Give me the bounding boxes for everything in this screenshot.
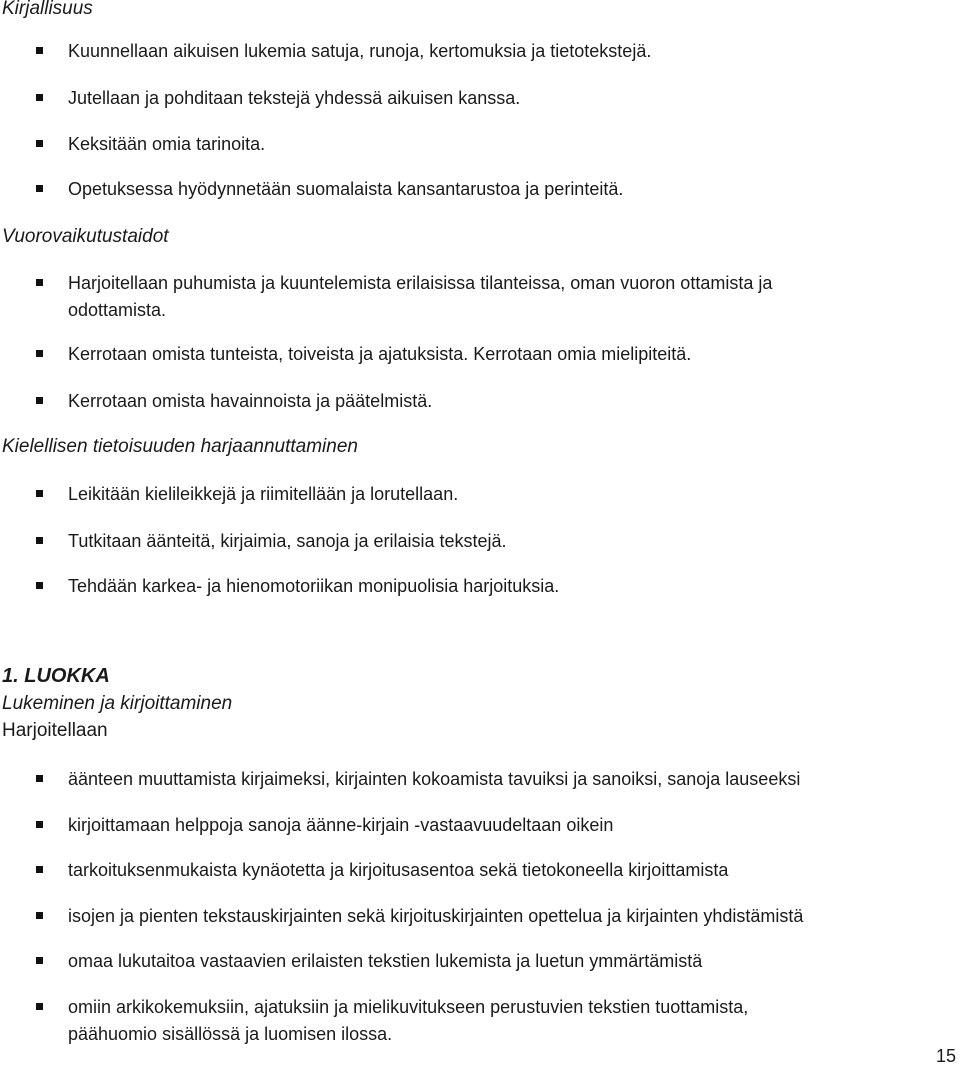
list-item: Kerrotaan omista havainnoista ja päätelmistä. xyxy=(68,391,433,411)
heading-kirjallisuus: Kirjallisuus xyxy=(2,0,93,19)
subheading-lukeminen: Lukeminen ja kirjoittaminen xyxy=(2,693,233,714)
list-item: Opetuksessa hyödynnetään suomalaista kansantarustoa ja perinteitä. xyxy=(68,179,624,199)
list-item: omiin arkikokemuksiin, ajatuksiin ja mielikuvitukseen perustuvien tekstien tuottamista, xyxy=(68,997,749,1017)
list-item: kirjoittamaan helppoja sanoja äänne-kirjain -vastaavuudeltaan oikein xyxy=(68,815,614,835)
bullet-icon xyxy=(36,350,43,357)
list-item: äänteen muuttamista kirjaimeksi, kirjainten kokoamista tavuiksi ja sanoiksi, sanoja lauseeksi xyxy=(68,769,801,789)
list-item: Jutellaan ja pohditaan tekstejä yhdessä aikuisen kanssa. xyxy=(68,88,521,108)
bullet-icon xyxy=(36,279,43,286)
heading-vuorovaikutustaidot: Vuorovaikutustaidot xyxy=(2,226,169,247)
heading-kielellinen-tietoisuus: Kielellisen tietoisuuden harjaannuttaminen xyxy=(2,436,358,457)
bullet-icon xyxy=(36,397,43,404)
list-item: Kerrotaan omista tunteista, toiveista ja ajatuksista. Kerrotaan omia mielipiteitä. xyxy=(68,344,692,364)
bullet-icon xyxy=(36,866,43,873)
bullet-icon xyxy=(36,957,43,964)
bullet-icon xyxy=(36,775,43,782)
list-item: isojen ja pienten tekstauskirjainten sekä kirjoituskirjainten opettelua ja kirjainten yhdistämistä xyxy=(68,906,804,926)
list-item: Leikitään kielileikkejä ja riimitellään ja lorutellaan. xyxy=(68,484,459,504)
bullet-icon xyxy=(36,582,43,589)
bullet-icon xyxy=(36,821,43,828)
list-item: Harjoitellaan puhumista ja kuuntelemista erilaisissa tilanteissa, oman vuoron ottamista ja xyxy=(68,273,773,293)
bullet-icon xyxy=(36,94,43,101)
list-item-continuation: odottamista. xyxy=(68,300,167,320)
heading-1-luokka: 1. LUOKKA xyxy=(2,665,110,687)
intro-text: Harjoitellaan xyxy=(2,720,108,741)
bullet-icon xyxy=(36,912,43,919)
list-item-continuation: päähuomio sisällössä ja luomisen ilossa. xyxy=(68,1024,393,1044)
bullet-icon xyxy=(36,185,43,192)
page-number: 15 xyxy=(935,1046,956,1066)
bullet-icon xyxy=(36,1003,43,1010)
list-item: Kuunnellaan aikuisen lukemia satuja, runoja, kertomuksia ja tietotekstejä. xyxy=(68,41,652,61)
list-item: Keksitään omia tarinoita. xyxy=(68,134,266,154)
list-item: Tehdään karkea- ja hienomotoriikan monipuolisia harjoituksia. xyxy=(68,576,560,596)
bullet-icon xyxy=(36,490,43,497)
bullet-icon xyxy=(36,537,43,544)
bullet-icon xyxy=(36,140,43,147)
list-item: Tutkitaan äänteitä, kirjaimia, sanoja ja erilaisia tekstejä. xyxy=(68,531,507,551)
bullet-icon xyxy=(36,47,43,54)
list-item: omaa lukutaitoa vastaavien erilaisten tekstien lukemista ja luetun ymmärtämistä xyxy=(68,951,703,971)
list-item: tarkoituksenmukaista kynäotetta ja kirjoitusasentoa sekä tietokoneella kirjoittamista xyxy=(68,860,729,880)
